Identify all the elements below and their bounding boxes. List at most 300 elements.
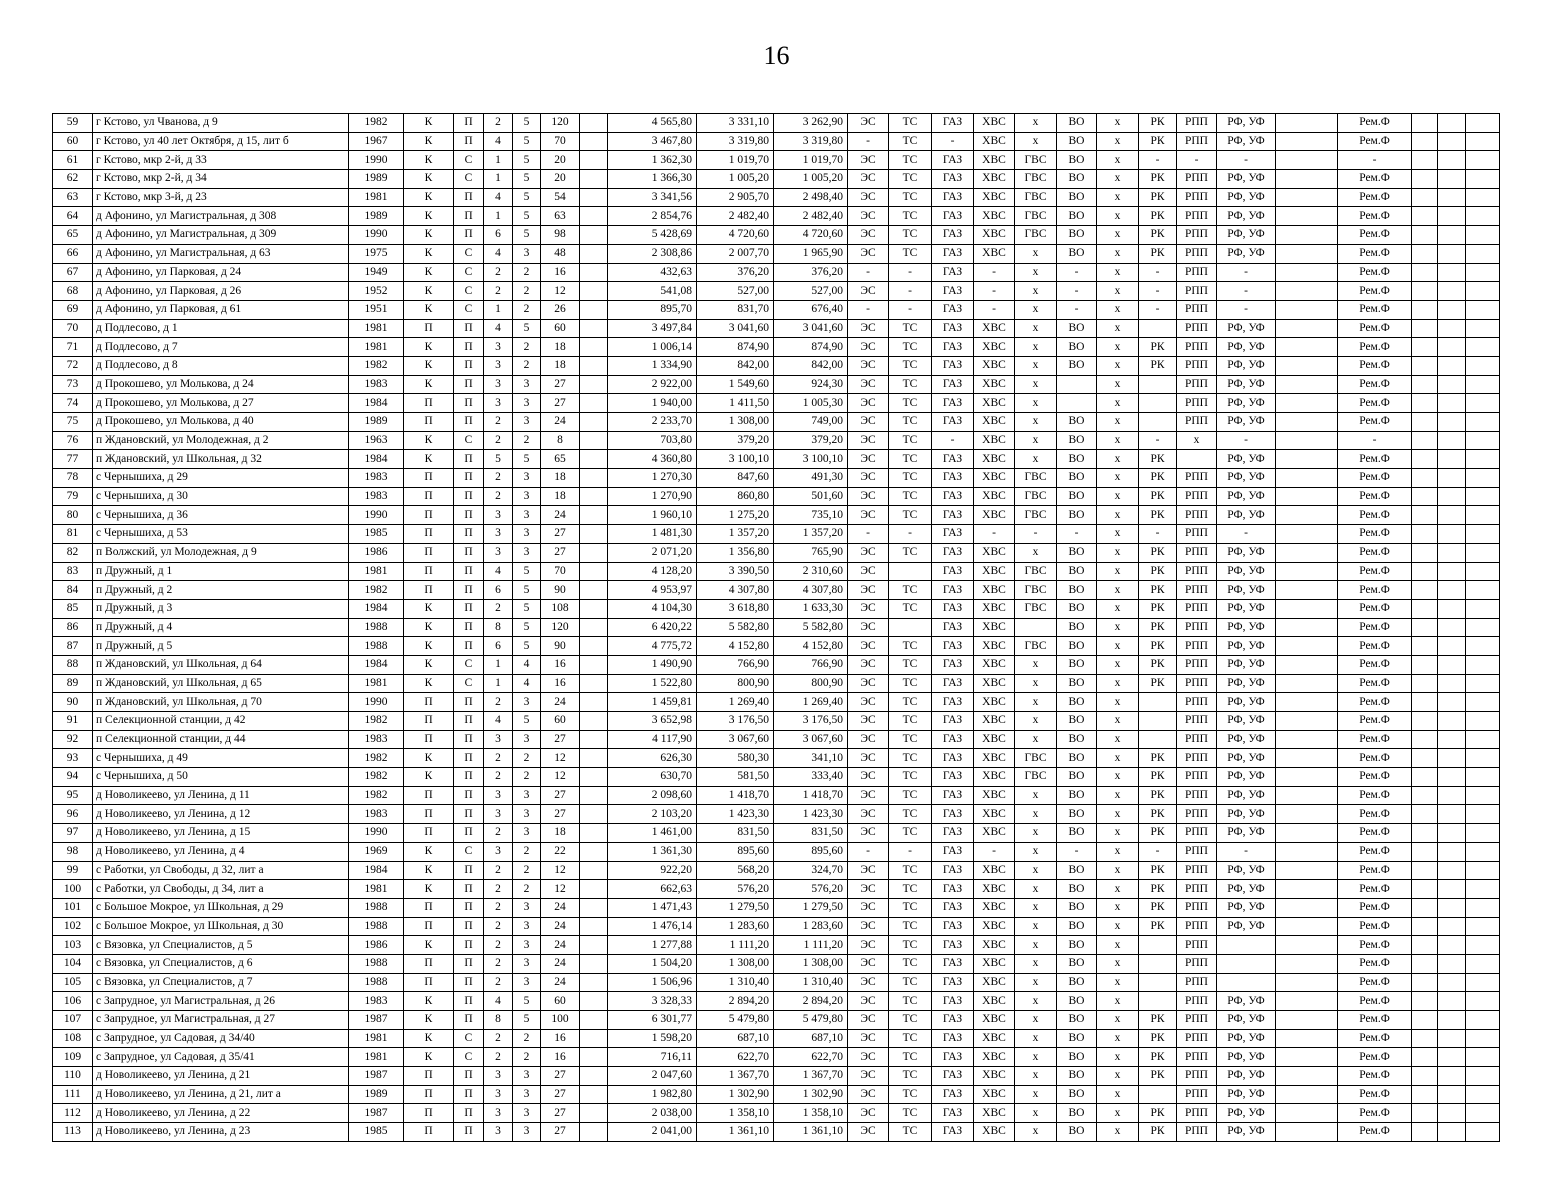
cell-empty-col: [580, 712, 608, 731]
cell-x-mark: х: [1097, 618, 1139, 637]
cell-row-number: 61: [53, 151, 93, 170]
cell-build-year: 1981: [349, 674, 404, 693]
cell-wall-code: К: [404, 132, 454, 151]
cell-rpp: РПП: [1177, 226, 1217, 245]
cell-rf-uf: РФ, УФ: [1217, 207, 1276, 226]
cell-apartments: 100: [541, 1011, 580, 1030]
cell-build-year: 1981: [349, 880, 404, 899]
cell-empty-col-3: [1412, 693, 1438, 712]
cell-rpp: РПП: [1177, 1104, 1217, 1123]
cell-floors: 2: [513, 300, 541, 319]
cell-row-number: 101: [53, 898, 93, 917]
cell-total-area: 2 071,20: [608, 543, 697, 562]
cell-row-number: 80: [53, 506, 93, 525]
cell-rf-uf: РФ, УФ: [1217, 170, 1276, 189]
table-row: [53, 244, 1500, 263]
cell-rf-uf: РФ, УФ: [1217, 244, 1276, 263]
cell-address: д Подлесово, д 7: [93, 338, 349, 357]
cell-hot-water: [1015, 618, 1057, 637]
cell-material-code: П: [454, 525, 484, 544]
cell-total-area: 1 459,81: [608, 693, 697, 712]
cell-heating: [889, 562, 932, 581]
cell-empty-col-5: [1466, 375, 1500, 394]
cell-fund: Рем.Ф: [1338, 936, 1412, 955]
cell-cold-water: ХВС: [974, 655, 1015, 674]
cell-cold-water: ХВС: [974, 954, 1015, 973]
cell-hot-water: х: [1015, 132, 1057, 151]
cell-total-area: 4 117,90: [608, 730, 697, 749]
cell-address: п Дружный, д 1: [93, 562, 349, 581]
cell-fund: Рем.Ф: [1338, 655, 1412, 674]
cell-build-year: 1981: [349, 1048, 404, 1067]
cell-rf-uf: РФ, УФ: [1217, 824, 1276, 843]
cell-wall-code: К: [404, 226, 454, 245]
cell-rf-uf: РФ, УФ: [1217, 1048, 1276, 1067]
cell-entrances: 2: [484, 749, 513, 768]
cell-rpp: РПП: [1177, 898, 1217, 917]
cell-build-year: 1983: [349, 805, 404, 824]
cell-address: п Дружный, д 5: [93, 637, 349, 656]
cell-cold-water: ХВС: [974, 487, 1015, 506]
cell-row-number: 78: [53, 469, 93, 488]
cell-heating: ТС: [889, 375, 932, 394]
cell-build-year: 1984: [349, 655, 404, 674]
cell-address: д Новоликеево, ул Ленина, д 23: [93, 1123, 349, 1142]
cell-empty-col-3: [1412, 506, 1438, 525]
cell-residential-area: 2 482,40: [774, 207, 848, 226]
cell-row-number: 81: [53, 525, 93, 544]
cell-heating: ТС: [889, 226, 932, 245]
cell-entrances: 3: [484, 338, 513, 357]
cell-residential-area: 491,30: [774, 469, 848, 488]
cell-hot-water: х: [1015, 712, 1057, 731]
cell-wall-code: К: [404, 861, 454, 880]
cell-rpp: РПП: [1177, 1067, 1217, 1086]
cell-fund: Рем.Ф: [1338, 749, 1412, 768]
cell-cold-water: ХВС: [974, 132, 1015, 151]
cell-heating: ТС: [889, 1067, 932, 1086]
cell-apartments: 12: [541, 282, 580, 301]
cell-floors: 3: [513, 394, 541, 413]
cell-gas: ГАЗ: [932, 338, 974, 357]
cell-material-code: П: [454, 1067, 484, 1086]
cell-empty-col-5: [1466, 356, 1500, 375]
cell-empty-col-2: [1276, 114, 1338, 133]
cell-material-code: П: [454, 768, 484, 787]
cell-rpp: РПП: [1177, 1048, 1217, 1067]
cell-row-number: 73: [53, 375, 93, 394]
cell-electricity: ЭС: [848, 1067, 889, 1086]
cell-empty-col-3: [1412, 618, 1438, 637]
cell-apartments: 24: [541, 898, 580, 917]
cell-entrances: 1: [484, 300, 513, 319]
cell-electricity: ЭС: [848, 562, 889, 581]
cell-empty-col-5: [1466, 450, 1500, 469]
cell-floors: 5: [513, 170, 541, 189]
cell-empty-col-5: [1466, 768, 1500, 787]
cell-heating: ТС: [889, 861, 932, 880]
cell-living-area: 1 310,40: [697, 973, 774, 992]
cell-material-code: С: [454, 1029, 484, 1048]
cell-rpp: РПП: [1177, 338, 1217, 357]
cell-apartments: 16: [541, 655, 580, 674]
cell-x-mark: х: [1097, 282, 1139, 301]
cell-material-code: С: [454, 1048, 484, 1067]
cell-heating: ТС: [889, 394, 932, 413]
cell-wall-code: П: [404, 917, 454, 936]
cell-total-area: 1 506,96: [608, 973, 697, 992]
cell-entrances: 2: [484, 973, 513, 992]
cell-empty-col: [580, 992, 608, 1011]
cell-living-area: 1 357,20: [697, 525, 774, 544]
cell-empty-col: [580, 132, 608, 151]
cell-rk: -: [1139, 842, 1177, 861]
table-row: [53, 1085, 1500, 1104]
cell-empty-col-4: [1438, 693, 1466, 712]
cell-hot-water: х: [1015, 1104, 1057, 1123]
cell-electricity: -: [848, 842, 889, 861]
cell-wall-code: П: [404, 954, 454, 973]
cell-cold-water: ХВС: [974, 1104, 1015, 1123]
table-row: [53, 469, 1500, 488]
cell-empty-col-2: [1276, 1029, 1338, 1048]
cell-material-code: П: [454, 599, 484, 618]
cell-electricity: ЭС: [848, 599, 889, 618]
cell-address: п Ждановский, ул Школьная, д 65: [93, 674, 349, 693]
cell-build-year: 1982: [349, 749, 404, 768]
cell-hot-water: х: [1015, 543, 1057, 562]
cell-rf-uf: РФ, УФ: [1217, 1104, 1276, 1123]
cell-floors: 3: [513, 413, 541, 432]
cell-living-area: 860,80: [697, 487, 774, 506]
cell-empty-col-5: [1466, 282, 1500, 301]
cell-cold-water: ХВС: [974, 188, 1015, 207]
cell-empty-col-2: [1276, 581, 1338, 600]
cell-address: д Новоликеево, ул Ленина, д 12: [93, 805, 349, 824]
table-row: [53, 394, 1500, 413]
cell-rpp: х: [1177, 431, 1217, 450]
cell-total-area: 1 481,30: [608, 525, 697, 544]
cell-empty-col-4: [1438, 992, 1466, 1011]
table-row: [53, 338, 1500, 357]
cell-empty-col-3: [1412, 581, 1438, 600]
cell-fund: Рем.Ф: [1338, 898, 1412, 917]
cell-empty-col-3: [1412, 1104, 1438, 1123]
cell-row-number: 76: [53, 431, 93, 450]
cell-build-year: 1984: [349, 599, 404, 618]
cell-wall-code: К: [404, 151, 454, 170]
cell-living-area: 1 361,10: [697, 1123, 774, 1142]
cell-electricity: ЭС: [848, 1029, 889, 1048]
cell-electricity: -: [848, 132, 889, 151]
cell-empty-col-3: [1412, 300, 1438, 319]
cell-electricity: ЭС: [848, 637, 889, 656]
cell-material-code: С: [454, 300, 484, 319]
cell-living-area: 1 005,20: [697, 170, 774, 189]
cell-residential-area: 831,50: [774, 824, 848, 843]
cell-hot-water: ГВС: [1015, 768, 1057, 787]
cell-wall-code: К: [404, 768, 454, 787]
cell-empty-col-3: [1412, 525, 1438, 544]
cell-empty-col: [580, 898, 608, 917]
cell-empty-col-5: [1466, 114, 1500, 133]
cell-empty-col-5: [1466, 786, 1500, 805]
cell-gas: ГАЗ: [932, 1104, 974, 1123]
cell-x-mark: х: [1097, 132, 1139, 151]
cell-hot-water: ГВС: [1015, 207, 1057, 226]
cell-residential-area: 341,10: [774, 749, 848, 768]
table-row: [53, 263, 1500, 282]
cell-fund: Рем.Ф: [1338, 413, 1412, 432]
cell-total-area: 541,08: [608, 282, 697, 301]
cell-electricity: -: [848, 300, 889, 319]
cell-empty-col-5: [1466, 824, 1500, 843]
cell-address: п Ждановский, ул Школьная, д 70: [93, 693, 349, 712]
cell-heating: ТС: [889, 1085, 932, 1104]
cell-living-area: 831,50: [697, 824, 774, 843]
cell-cold-water: ХВС: [974, 469, 1015, 488]
cell-empty-col-4: [1438, 581, 1466, 600]
cell-living-area: 1 275,20: [697, 506, 774, 525]
cell-build-year: 1983: [349, 992, 404, 1011]
cell-heating: ТС: [889, 730, 932, 749]
cell-rf-uf: [1217, 936, 1276, 955]
cell-residential-area: 842,00: [774, 356, 848, 375]
cell-rk: РК: [1139, 655, 1177, 674]
table-row: [53, 637, 1500, 656]
table-row: [53, 861, 1500, 880]
cell-living-area: 376,20: [697, 263, 774, 282]
cell-build-year: 1988: [349, 618, 404, 637]
cell-empty-col: [580, 693, 608, 712]
cell-apartments: 27: [541, 1067, 580, 1086]
cell-material-code: П: [454, 356, 484, 375]
cell-address: д Афонино, ул Парковая, д 61: [93, 300, 349, 319]
cell-entrances: 2: [484, 768, 513, 787]
cell-x-mark: х: [1097, 655, 1139, 674]
cell-apartments: 18: [541, 356, 580, 375]
cell-total-area: 1 277,88: [608, 936, 697, 955]
cell-empty-col-3: [1412, 151, 1438, 170]
cell-x-mark: х: [1097, 992, 1139, 1011]
cell-residential-area: 527,00: [774, 282, 848, 301]
cell-electricity: -: [848, 525, 889, 544]
cell-residential-area: 1 005,20: [774, 170, 848, 189]
cell-floors: 5: [513, 132, 541, 151]
cell-rf-uf: РФ, УФ: [1217, 450, 1276, 469]
cell-x-mark: х: [1097, 805, 1139, 824]
cell-drainage: ВО: [1057, 506, 1097, 525]
cell-floors: 3: [513, 1104, 541, 1123]
cell-residential-area: 1 423,30: [774, 805, 848, 824]
cell-material-code: П: [454, 749, 484, 768]
cell-row-number: 60: [53, 132, 93, 151]
cell-gas: ГАЗ: [932, 861, 974, 880]
cell-floors: 3: [513, 1067, 541, 1086]
cell-row-number: 75: [53, 413, 93, 432]
cell-address: г Кстово, мкр 2-й, д 33: [93, 151, 349, 170]
cell-apartments: 27: [541, 786, 580, 805]
cell-empty-col-2: [1276, 300, 1338, 319]
cell-empty-col-4: [1438, 712, 1466, 731]
cell-empty-col-5: [1466, 712, 1500, 731]
cell-empty-col-4: [1438, 917, 1466, 936]
cell-gas: ГАЗ: [932, 768, 974, 787]
cell-build-year: 1985: [349, 1123, 404, 1142]
cell-build-year: 1990: [349, 226, 404, 245]
cell-x-mark: х: [1097, 244, 1139, 263]
cell-rk: РК: [1139, 170, 1177, 189]
table-row: [53, 506, 1500, 525]
cell-hot-water: х: [1015, 338, 1057, 357]
cell-living-area: 2 482,40: [697, 207, 774, 226]
cell-electricity: ЭС: [848, 1048, 889, 1067]
cell-x-mark: х: [1097, 413, 1139, 432]
cell-cold-water: ХВС: [974, 1011, 1015, 1030]
cell-living-area: 2 894,20: [697, 992, 774, 1011]
cell-address: с Чернышиха, д 36: [93, 506, 349, 525]
cell-floors: 3: [513, 543, 541, 562]
cell-empty-col-5: [1466, 543, 1500, 562]
cell-heating: ТС: [889, 786, 932, 805]
cell-empty-col-5: [1466, 1067, 1500, 1086]
table-row: [53, 749, 1500, 768]
cell-empty-col: [580, 525, 608, 544]
cell-empty-col-3: [1412, 880, 1438, 899]
cell-rf-uf: РФ, УФ: [1217, 917, 1276, 936]
cell-empty-col-4: [1438, 282, 1466, 301]
cell-cold-water: -: [974, 282, 1015, 301]
cell-empty-col-3: [1412, 244, 1438, 263]
cell-empty-col-4: [1438, 936, 1466, 955]
table-row: [53, 954, 1500, 973]
cell-entrances: 3: [484, 1085, 513, 1104]
cell-cold-water: ХВС: [974, 338, 1015, 357]
cell-material-code: С: [454, 282, 484, 301]
cell-gas: ГАЗ: [932, 170, 974, 189]
table-row: [53, 1011, 1500, 1030]
cell-build-year: 1981: [349, 188, 404, 207]
cell-rpp: РПП: [1177, 170, 1217, 189]
cell-address: г Кстово, ул 40 лет Октября, д 15, лит б: [93, 132, 349, 151]
cell-row-number: 67: [53, 263, 93, 282]
cell-apartments: 8: [541, 431, 580, 450]
cell-total-area: 1 598,20: [608, 1029, 697, 1048]
cell-drainage: -: [1057, 842, 1097, 861]
cell-address: с Работки, ул Свободы, д 34, лит а: [93, 880, 349, 899]
cell-wall-code: К: [404, 842, 454, 861]
cell-electricity: ЭС: [848, 394, 889, 413]
cell-rf-uf: [1217, 973, 1276, 992]
cell-x-mark: х: [1097, 1104, 1139, 1123]
cell-empty-col-4: [1438, 319, 1466, 338]
cell-empty-col-2: [1276, 506, 1338, 525]
cell-fund: Рем.Ф: [1338, 338, 1412, 357]
cell-rf-uf: РФ, УФ: [1217, 599, 1276, 618]
cell-fund: Рем.Ф: [1338, 394, 1412, 413]
cell-hot-water: х: [1015, 394, 1057, 413]
cell-total-area: 1 476,14: [608, 917, 697, 936]
cell-address: с Большое Мокрое, ул Школьная, д 30: [93, 917, 349, 936]
cell-drainage: ВО: [1057, 861, 1097, 880]
cell-apartments: 60: [541, 712, 580, 731]
cell-residential-area: 3 262,90: [774, 114, 848, 133]
cell-empty-col: [580, 487, 608, 506]
table-row: [53, 1123, 1500, 1142]
cell-rk: РК: [1139, 226, 1177, 245]
cell-hot-water: х: [1015, 992, 1057, 1011]
cell-fund: Рем.Ф: [1338, 506, 1412, 525]
cell-rf-uf: РФ, УФ: [1217, 506, 1276, 525]
cell-electricity: ЭС: [848, 282, 889, 301]
cell-drainage: ВО: [1057, 487, 1097, 506]
cell-apartments: 60: [541, 992, 580, 1011]
cell-total-area: 703,80: [608, 431, 697, 450]
cell-apartments: 120: [541, 114, 580, 133]
cell-fund: Рем.Ф: [1338, 543, 1412, 562]
cell-fund: Рем.Ф: [1338, 618, 1412, 637]
cell-rk: РК: [1139, 506, 1177, 525]
cell-fund: Рем.Ф: [1338, 207, 1412, 226]
cell-gas: ГАЗ: [932, 786, 974, 805]
cell-apartments: 26: [541, 300, 580, 319]
cell-heating: ТС: [889, 319, 932, 338]
cell-rpp: РПП: [1177, 1011, 1217, 1030]
table-row: [53, 768, 1500, 787]
cell-drainage: ВО: [1057, 226, 1097, 245]
cell-apartments: 24: [541, 973, 580, 992]
cell-rf-uf: РФ, УФ: [1217, 712, 1276, 731]
cell-row-number: 68: [53, 282, 93, 301]
cell-build-year: 1990: [349, 693, 404, 712]
cell-material-code: С: [454, 244, 484, 263]
cell-address: г Кстово, мкр 2-й, д 34: [93, 170, 349, 189]
cell-living-area: 1 302,90: [697, 1085, 774, 1104]
cell-material-code: П: [454, 712, 484, 731]
cell-empty-col-3: [1412, 768, 1438, 787]
cell-gas: ГАЗ: [932, 749, 974, 768]
table-row: [53, 413, 1500, 432]
cell-material-code: П: [454, 114, 484, 133]
cell-address: п Волжский, ул Молодежная, д 9: [93, 543, 349, 562]
cell-row-number: 91: [53, 712, 93, 731]
cell-cold-water: -: [974, 263, 1015, 282]
cell-empty-col: [580, 599, 608, 618]
cell-total-area: 1 361,30: [608, 842, 697, 861]
cell-rk: РК: [1139, 805, 1177, 824]
cell-rk: -: [1139, 525, 1177, 544]
cell-hot-water: х: [1015, 805, 1057, 824]
cell-living-area: 576,20: [697, 880, 774, 899]
cell-wall-code: П: [404, 581, 454, 600]
cell-hot-water: х: [1015, 356, 1057, 375]
cell-gas: ГАЗ: [932, 842, 974, 861]
cell-material-code: П: [454, 898, 484, 917]
cell-empty-col: [580, 282, 608, 301]
cell-rf-uf: РФ, УФ: [1217, 693, 1276, 712]
cell-heating: -: [889, 282, 932, 301]
cell-entrances: 2: [484, 599, 513, 618]
cell-living-area: 831,70: [697, 300, 774, 319]
cell-floors: 2: [513, 1029, 541, 1048]
cell-empty-col: [580, 506, 608, 525]
cell-floors: 5: [513, 151, 541, 170]
cell-wall-code: К: [404, 282, 454, 301]
cell-drainage: ВО: [1057, 188, 1097, 207]
cell-empty-col-3: [1412, 1123, 1438, 1142]
cell-hot-water: х: [1015, 655, 1057, 674]
cell-living-area: 1 418,70: [697, 786, 774, 805]
